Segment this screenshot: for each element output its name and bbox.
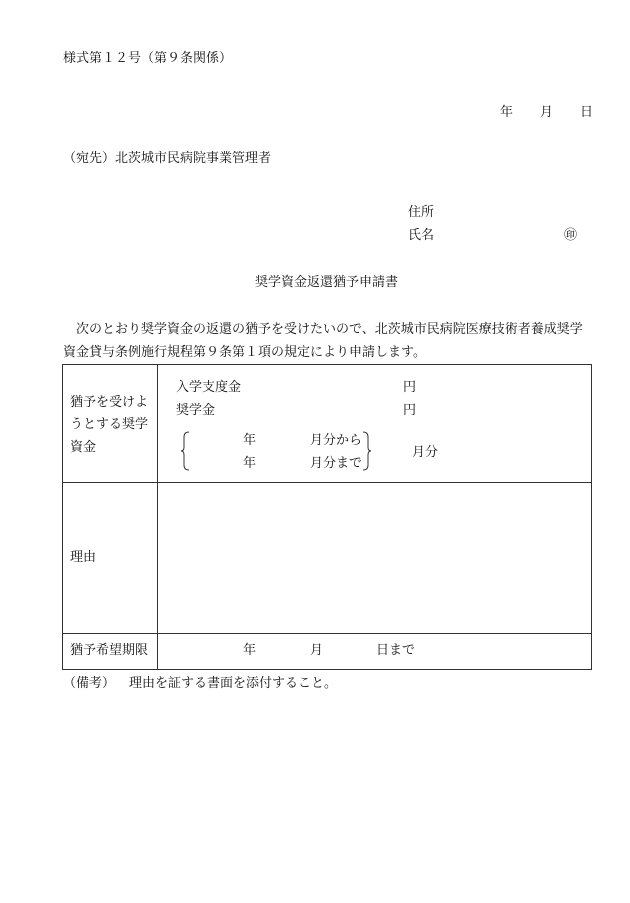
body-line-1: 次のとおり奨学資金の返還の猶予を受けたいので、北茨城市民病院医療技術者養成奨学 <box>63 322 583 337</box>
deferral-fund-label-line1: 猶予を受けよ <box>70 395 149 410</box>
table-column-divider <box>157 365 158 669</box>
period-total-unit: 月分 <box>412 445 439 460</box>
right-brace-icon <box>362 431 372 471</box>
period-from-year: 年 <box>243 433 257 448</box>
date-month-label: 月 <box>540 105 554 120</box>
form-number: 様式第１２号（第９条関係） <box>63 51 233 66</box>
deadline-day: 日まで <box>376 643 416 658</box>
table-row-divider-2 <box>63 633 591 634</box>
addressee: （宛先）北茨城市民病院事業管理者 <box>63 151 272 166</box>
admission-fund-unit: 円 <box>403 380 417 395</box>
date-year-label: 年 <box>500 105 514 120</box>
period-to-year: 年 <box>243 456 257 471</box>
note-label: （備考） <box>63 676 116 691</box>
period-to-month: 月分まで <box>310 456 363 471</box>
deferral-fund-label-line2: うとする奨学 <box>70 417 149 432</box>
deadline-label: 猶予希望期限 <box>70 643 149 658</box>
body-line-2: 資金貸与条例施行規程第９条第１項の規定により申請します。 <box>63 345 426 360</box>
scholarship-unit: 円 <box>403 403 417 418</box>
note-text: 理由を証する書面を添付すること。 <box>129 676 338 691</box>
left-brace-icon <box>181 431 191 471</box>
address-label: 住所 <box>408 205 435 220</box>
scholarship-label: 奨学金 <box>176 403 216 418</box>
date-day-label: 日 <box>580 105 594 120</box>
admission-fund-label: 入学支度金 <box>176 380 242 395</box>
seal-mark: ㊞ <box>564 228 578 243</box>
deadline-month: 月 <box>310 643 324 658</box>
application-table <box>62 364 592 670</box>
deferral-fund-label-line3: 資金 <box>70 440 97 455</box>
reason-label: 理由 <box>70 550 97 565</box>
name-label: 氏名 <box>408 228 435 243</box>
document-title: 奨学資金返還猶予申請書 <box>255 275 399 290</box>
deadline-year: 年 <box>243 643 257 658</box>
period-from-month: 月分から <box>310 433 363 448</box>
table-row-divider-1 <box>63 482 591 483</box>
